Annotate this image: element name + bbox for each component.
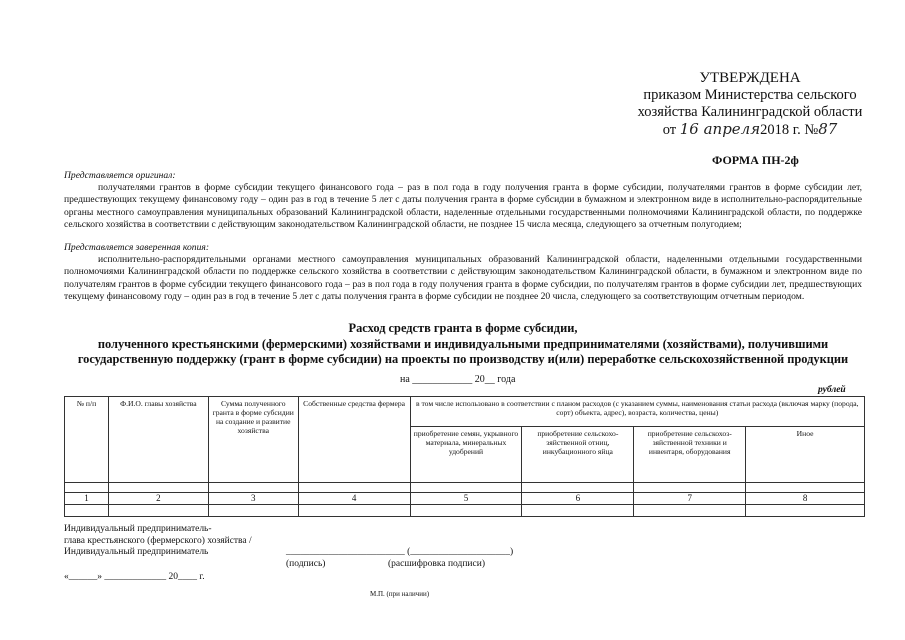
- approval-block: [620, 70, 880, 139]
- signatory-line-1: Индивидуальный предприниматель-: [64, 524, 212, 534]
- column-number: 7: [634, 493, 746, 505]
- column-number: 1: [65, 493, 109, 505]
- table-cell[interactable]: [208, 505, 298, 517]
- report-title: [64, 321, 862, 368]
- col-header-fio: Ф.И.О. главы хозяйства: [108, 397, 208, 483]
- col-header-seeds: приобретение семян, укрывного материала, минеральных удобрений: [410, 427, 522, 483]
- col-header-equipment: приобретение сельскохоз-зяйственной техники и инвентаря, оборудования: [634, 427, 746, 483]
- table-cell[interactable]: [746, 505, 865, 517]
- column-number: 6: [522, 493, 634, 505]
- column-number: 5: [410, 493, 522, 505]
- signatory-line-3: Индивидуальный предприниматель: [64, 547, 209, 557]
- table-cell[interactable]: [298, 505, 410, 517]
- table-cell[interactable]: [746, 483, 865, 493]
- column-number: 2: [108, 493, 208, 505]
- form-code: ФОРМА ПН-2ф: [712, 153, 799, 167]
- table-cell[interactable]: [634, 483, 746, 493]
- approval-title: УТВЕРЖДЕНА: [699, 70, 801, 86]
- col-header-own: Собственные средства фермера: [298, 397, 410, 483]
- stamp-label: М.П. (при наличии): [370, 590, 430, 598]
- expense-table: [64, 396, 865, 517]
- handwritten-date: 16 апреля: [679, 120, 761, 138]
- signature-line[interactable]: _________________________ (_____________________): [286, 547, 514, 557]
- table-cell[interactable]: [65, 483, 109, 493]
- approval-line-3: хозяйства Калининградской области: [637, 104, 863, 120]
- table-cell[interactable]: [298, 483, 410, 493]
- approval-year: 2018 г. №: [760, 122, 819, 138]
- col-header-animals: приобретение сельскохо-зяйственной отниц, инкубационного яйца: [522, 427, 634, 483]
- date-line[interactable]: «______» _____________ 20____ г.: [64, 572, 205, 582]
- column-number: 4: [298, 493, 410, 505]
- approval-line-2: приказом Министерства сельского: [643, 87, 857, 103]
- approval-date-line: [620, 121, 880, 139]
- col-header-other: Иное: [746, 427, 865, 483]
- report-title-line-1: Расход средств гранта в форме субсидии,: [348, 321, 578, 335]
- report-title-line-3: государственную поддержку (грант в форме субсидии) на проекты по производству и(или) переработке сельскохозяйственной продукции: [77, 352, 849, 366]
- column-number: 8: [746, 493, 865, 505]
- table-cell[interactable]: [65, 505, 109, 517]
- signature-label: (подпись): [286, 559, 326, 569]
- col-header-num: № п/п: [65, 397, 109, 483]
- table-cell[interactable]: [522, 483, 634, 493]
- period-line: на ____________ 20__ года: [400, 374, 516, 385]
- signatory-block: [64, 524, 252, 559]
- approval-from-label: от: [662, 122, 677, 138]
- table-cell[interactable]: [410, 483, 522, 493]
- handwritten-number: 87: [818, 120, 838, 138]
- unit-label: рублей: [818, 385, 846, 395]
- table-cell[interactable]: [108, 483, 208, 493]
- table-cell[interactable]: [108, 505, 208, 517]
- col-header-group: в том числе использовано в соответствии с планом расходов (с указанием суммы, наименования статьи расхода (включая марку (порода, сорт) объекта, адрес), возраста, количества, цены): [410, 397, 864, 427]
- original-heading: Представляется оригинал:: [64, 170, 176, 181]
- table-cell[interactable]: [208, 483, 298, 493]
- column-number: 3: [208, 493, 298, 505]
- copy-heading: Представляется заверенная копия:: [64, 242, 210, 253]
- report-title-line-2: полученного крестьянскими (фермерскими) хозяйствами и индивидуальными предпринимателями (хозяйствами), получившими: [97, 336, 829, 351]
- table-cell[interactable]: [410, 505, 522, 517]
- signatory-line-2: глава крестьянского (фермерского) хозяйства /: [64, 535, 252, 546]
- table-cell[interactable]: [634, 505, 746, 517]
- copy-text: исполнительно-распорядительными органами местного самоуправления муниципальных образований Калининградской области, наделенными отдельными государственными полномочиями Калининградской области по поддержке сельского хозяйства в соответствии с действующим законодательством Калининградской области, в бумажном и электронном виде по получателям грантов в форме субсидии текущего финансового года – раз в пол года в году получения гранта в форме субсидии, по получателям грантов в форме субсидии лет, предшествующих текущему финансовому году – один раз в год в течение 5 лет с даты получения гранта в форме субсидии не позднее 20 числа, следующего за соответствующим отчетным периодом.: [64, 254, 862, 303]
- original-text: получателями грантов в форме субсидии текущего финансового года – раз в пол года в году получения гранта в форме субсидии, получателями грантов в форме субсидии лет, предшествующих текущему финансовому году – один раз в год в течение 5 лет с даты получения гранта в форме субсидии в бумажном и электронном виде в исполнительно-распорядительные органы местного самоуправления муниципальных образований Калининградской области, наделенные отдельными государственными полномочиями Калининградской области, по поддержке сельского хозяйства в соответствии с действующим законодательством Калининградской области, не позднее 15 числа месяца, следующего за отчетным полугодием;: [64, 182, 862, 231]
- decode-label: (расшифровка подписи): [388, 559, 485, 569]
- table-cell[interactable]: [522, 505, 634, 517]
- col-header-sum: Сумма полученного гранта в форме субсидии на создание и развитие хозяйства: [208, 397, 298, 483]
